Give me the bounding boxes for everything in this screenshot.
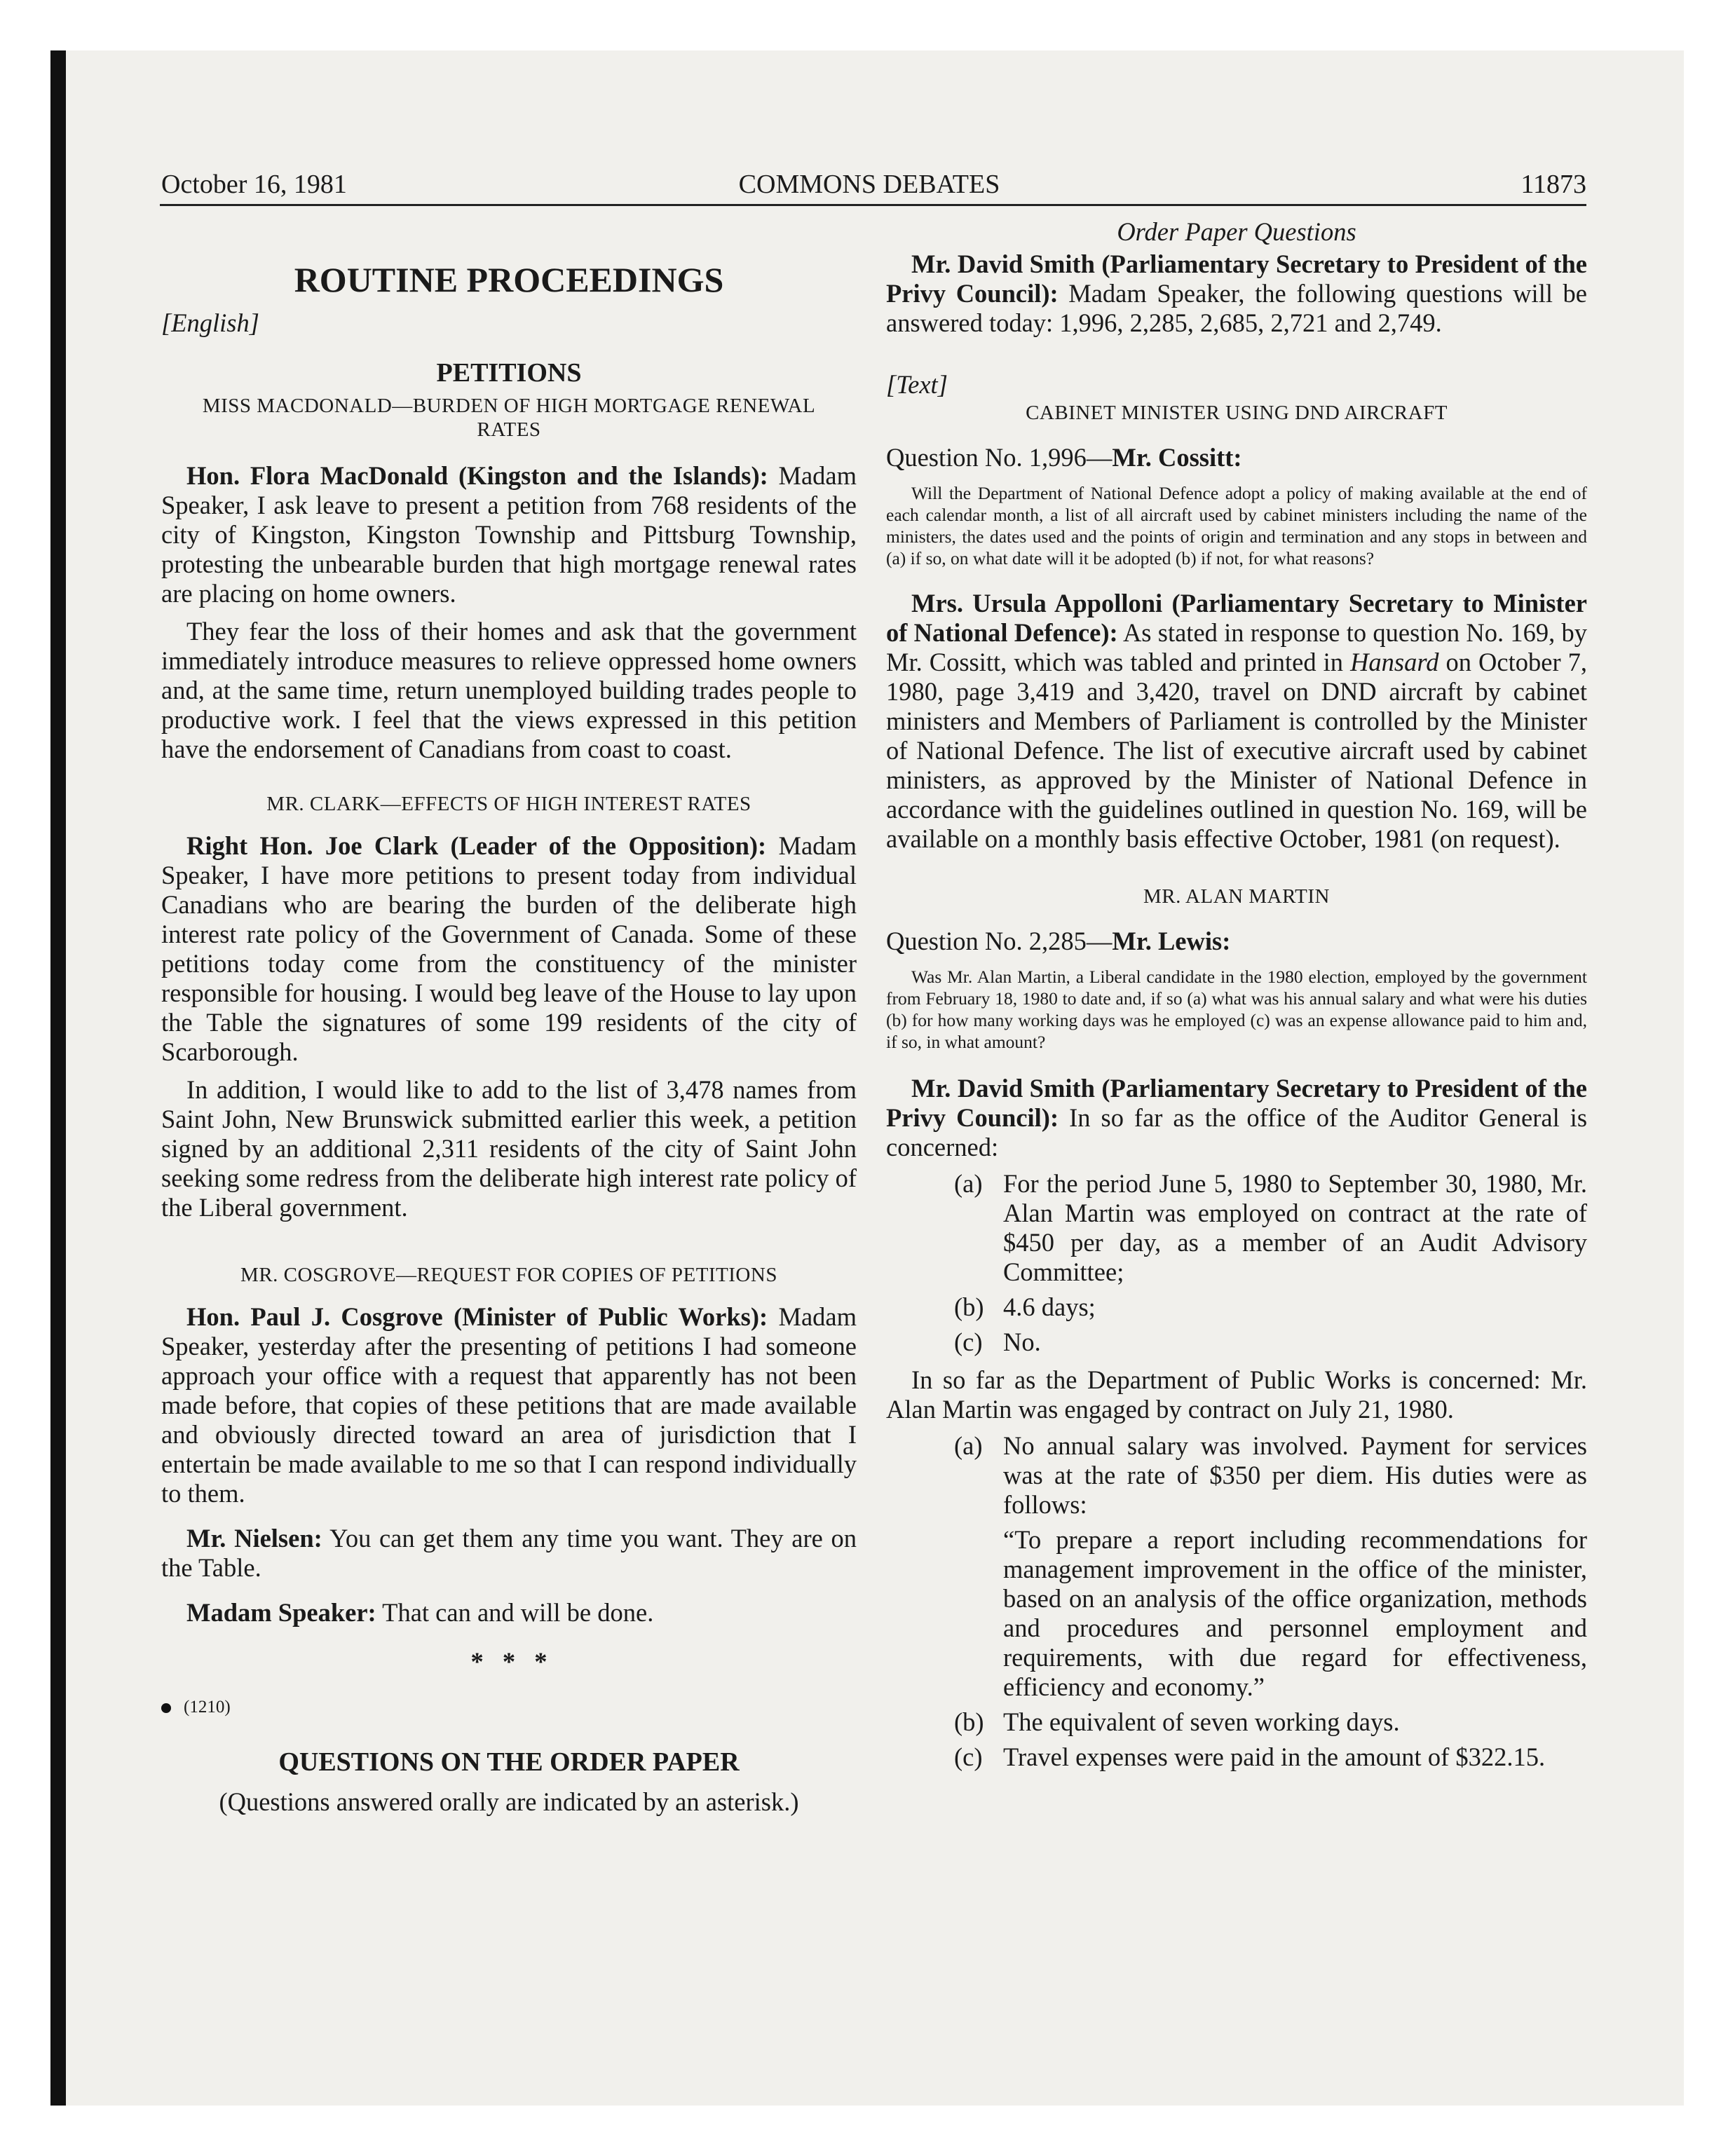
paragraph-nielsen: Mr. Nielsen: You can get them any time you want. They are on the Table.: [161, 1524, 857, 1582]
paragraph-petition-fear: They fear the loss of their homes and ask that the government immediately introduce measures to relieve oppressed home owners and, at the same time, return unemployed building trades people to productive work. I feel that the views expressed in this petition have the endorsement of Canadians from coast to coast.: [161, 617, 857, 763]
bullet-icon: [161, 1703, 171, 1713]
speaker-smith-2: Mr. David Smith (Parliamentary Secretary to President of the Privy Council):: [886, 1074, 1587, 1132]
header-title: COMMONS DEBATES: [738, 170, 1000, 199]
subheading-dnd-aircraft: CABINET MINISTER USING DND AIRCRAFT: [1026, 402, 1448, 424]
question-1996-text: Will the Department of National Defence adopt a policy of making available at the end of each calendar month, a list of all aircraft used by cabinet ministers including the name of the ministers, the dates used and the points of origin and termination and any stops in between and (a) if so, on what date will it be adopted (b) if not, for what reasons?: [886, 483, 1587, 568]
public-works-list-continued: [954, 1707, 1587, 1772]
paragraph-clark: Right Hon. Joe Clark (Leader of the Opposition): Madam Speaker, I have more petitions to present today from individual Canadians who are bearing the burden of the deliberate high interest rate policy of the Government of Canada. Some of these petitions today come from the constituency of the minister responsible for housing. I would beg leave of the House to lay upon the Table the signatures of some 199 residents of the city of Scarborough.: [161, 831, 857, 1066]
speaker-cosgrove: Hon. Paul J. Cosgrove (Minister of Public Works):: [186, 1302, 768, 1331]
list-item: (a) No annual salary was involved. Payment for services was at the rate of $350 per diem. His duties were as follows:: [954, 1431, 1587, 1519]
header-date: October 16, 1981: [161, 170, 347, 199]
header-rule: [160, 204, 1586, 206]
right-column: [886, 210, 1587, 1772]
subheading-macdonald: MISS MACDONALD—BURDEN OF HIGH MORTGAGE RENEWAL RATES: [202, 395, 816, 441]
routine-proceedings-title: ROUTINE PROCEEDINGS: [294, 260, 724, 299]
paragraph-smith-2: Mr. David Smith (Parliamentary Secretary to President of the Privy Council): In so far as the office of the Auditor General is concerned:: [886, 1074, 1588, 1161]
order-paper-heading: Order Paper Questions: [1117, 217, 1356, 246]
list-item: (c) No.: [954, 1328, 1041, 1356]
speaker-nielsen: Mr. Nielsen:: [186, 1524, 322, 1553]
time-stamp: (1210): [161, 1696, 857, 1719]
duties-quote: “To prepare a report including recommendations for management improvement in the office of the minister, based on an analysis of the office organization, methods and procedures and personnel employment and requirements, with due regard for effectiveness, efficiency and economy.”: [1003, 1525, 1587, 1701]
paragraph-macdonald: Hon. Flora MacDonald (Kingston and the Islands): Madam Speaker, I ask leave to present a petition from 768 residents of the city of Kingston, Kingston Township and Pittsburg Township, protesting the unbearable burden that high mortgage renewal rates are placing on home owners.: [161, 461, 857, 608]
speaker-appolloni: Mrs. Ursula Appolloni (Parliamentary Secretary to Minister of National Defence):: [886, 589, 1587, 647]
subheading-clark: MR. CLARK—EFFECTS OF HIGH INTEREST RATES: [266, 793, 751, 815]
section-break-stars: * * *: [470, 1647, 547, 1676]
auditor-general-list: [954, 1169, 1587, 1357]
text-tag: [Text]: [886, 370, 948, 399]
paragraph-cosgrove: Hon. Paul J. Cosgrove (Minister of Public Works): Madam Speaker, yesterday after the presenting of petitions I had someone approach your office with a request that apparently has not been made before, that copies of these petitions that are made available and obviously directed toward an area of jurisdiction that I entertain be made available to me so that I can respond individually to them.: [161, 1302, 857, 1508]
list-item: (b) The equivalent of seven working days.: [954, 1707, 1400, 1736]
binding-edge: [50, 50, 66, 2106]
hansard-title: Hansard: [1350, 648, 1439, 676]
question-2285-label: Question No. 2,285—Mr. Lewis:: [886, 927, 1231, 955]
petitions-title: PETITIONS: [436, 358, 582, 388]
speaker-clark: Right Hon. Joe Clark (Leader of the Opposition):: [186, 831, 767, 860]
questions-note: (Questions answered orally are indicated by an asterisk.): [219, 1787, 799, 1816]
paragraph-madam-speaker: Madam Speaker: That can and will be done.: [186, 1598, 654, 1627]
paragraph-saint-john: In addition, I would like to add to the list of 3,478 names from Saint John, New Brunswick submitted earlier this week, a petition signed by an additional 2,311 residents of the city of Saint John seeking some redress from the deliberate high interest rate policy of the Liberal government.: [161, 1075, 857, 1222]
asker-cossitt: Mr. Cossitt:: [1112, 443, 1242, 472]
question-1996-label: Question No. 1,996—Mr. Cossitt:: [886, 443, 1242, 472]
list-item: (c) Travel expenses were paid in the amount of $322.15.: [954, 1742, 1546, 1771]
paragraph-smith-1: Mr. David Smith (Parliamentary Secretary to President of the Privy Council): Madam Speaker, the following questions will be answered today: 1,996, 2,285, 2,685, 2,721 and 2,749.: [886, 250, 1587, 337]
questions-title: QUESTIONS ON THE ORDER PAPER: [278, 1747, 740, 1777]
speaker-madam-speaker: Madam Speaker:: [186, 1598, 376, 1627]
english-tag: [English]: [161, 308, 259, 337]
subheading-alan-martin: MR. ALAN MARTIN: [1143, 885, 1330, 908]
public-works-list: [954, 1431, 1587, 1520]
speaker-smith-1: Mr. David Smith (Parliamentary Secretary to President of the Privy Council):: [886, 250, 1587, 308]
left-column: [161, 210, 857, 1817]
list-item: (b) 4.6 days;: [954, 1292, 1096, 1321]
list-item: (a) For the period June 5, 1980 to September 30, 1980, Mr. Alan Martin was employed on contract at the rate of $450 per day, as a member of an Audit Advisory Committee;: [954, 1169, 1587, 1286]
paragraph-appolloni: Mrs. Ursula Appolloni (Parliamentary Secretary to Minister of National Defence): As stated in response to question No. 169, by Mr. Cossitt, which was tabled and printed in Hansard on October 7, 1980, page 3,419 and 3,420, travel on DND aircraft by cabinet ministers and Members of Parliament is controlled by the Minister of National Defence. The list of executive aircraft used by cabinet ministers, as approved by the Minister of National Defence in accordance with the guidelines outlined in question No. 169, will be available on a monthly basis effective October, 1981 (on request).: [886, 589, 1588, 853]
header-page-number: 11873: [1520, 170, 1586, 199]
question-2285-text: Was Mr. Alan Martin, a Liberal candidate in the 1980 election, employed by the government from February 18, 1980 to date and, if so (a) what was his annual salary and what were his duties (b) for how many working days was he employed (c) was an expense allowance paid to him and, if so, in what amount?: [886, 967, 1587, 1052]
asker-lewis: Mr. Lewis:: [1112, 927, 1231, 955]
paragraph-public-works: In so far as the Department of Public Works is concerned: Mr. Alan Martin was engaged by contract on July 21, 1980.: [886, 1365, 1587, 1424]
subheading-cosgrove: MR. COSGROVE—REQUEST FOR COPIES OF PETITIONS: [240, 1264, 777, 1286]
speaker-macdonald: Hon. Flora MacDonald (Kingston and the Islands):: [186, 461, 768, 490]
